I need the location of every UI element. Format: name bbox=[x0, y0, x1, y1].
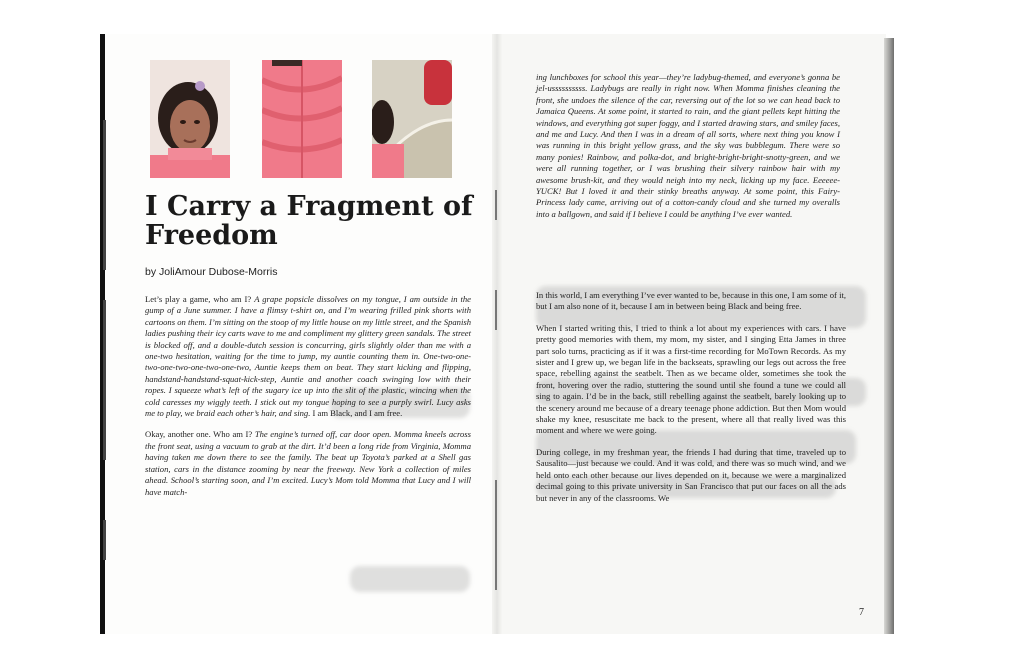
gutter-mark bbox=[495, 480, 497, 590]
paragraph bbox=[145, 294, 471, 419]
right-text-column bbox=[536, 290, 846, 514]
article-title: I Carry a Fragment of Freedom bbox=[145, 191, 473, 251]
paragraph-roman: I am Black, and I am free. bbox=[310, 408, 403, 419]
paragraph-italic: The engine’s turned off, car door open. Momma kneels across the front seat, using a vacuum to grab at the dirt. It’d been a long ride from Virginia, Momma having taken me down there to see the family. The beat up Toyota’s parked at a Shell gas station, cars in the distance zooming by near the freeway. New York a collection of miles ahead. School’s starting soon, and I’m excited. Lucy’s Mom told Momma that Lucy and I will have match- bbox=[145, 429, 471, 497]
book-gutter bbox=[492, 34, 502, 634]
paragraph-italic: A grape popsicle dissolves on my tongue, I am outside in the gump of a June summer. I have a flimsy t-shirt on, and I’m wearing frilled pink shorts with cartoons on them. I’m sitting on the stoop of my little house on my little street, and the Spanish ladies pushing their icy carts wave to me and compliment my glittery green sandals. The street is blocked off, and a double-dutch session is concurring, girls slightly older than me with a one-two hesitation, waiting for the time to jump, my auntie counting them in. One-two-one-two-one-two-one-two-one-two, Auntie keeps them on beat. They start kicking and flipping, handstand-handstand-squat-kick-step, Auntie and another coach swinging low with their ropes. I squeeze what’s left of the sugary ice up into the slit of the plastic, wincing when the cold caresses my wiggly teeth. I stick out my tongue hoping to see a purply swirl. Lucy asks me to play, we braid each other’s hair, and sing. bbox=[145, 294, 471, 419]
gutter-mark bbox=[495, 290, 497, 330]
paragraph bbox=[145, 429, 471, 497]
article-byline: by JoliAmour Dubose-Morris bbox=[145, 266, 278, 278]
photo-car-seat bbox=[372, 60, 452, 178]
scan-margin-mark bbox=[103, 300, 106, 460]
right-italic-column bbox=[536, 72, 840, 230]
paragraph: During college, in my freshman year, the friends I had during that time, traveled up to Sausalito—just because we could. And it was cold, and there was so much wind, and we held onto each other because our lives depended on it, because we were a marginalized decimal going to this private university in San Francisco that put our faces on all the ads but never in any of the classrooms. We bbox=[536, 446, 846, 503]
scan-smudge bbox=[350, 566, 470, 592]
left-text-column bbox=[145, 294, 471, 508]
paragraph-roman: Let’s play a game, who am I? bbox=[145, 294, 255, 304]
page-number: 7 bbox=[859, 607, 864, 618]
gutter-mark bbox=[495, 190, 497, 220]
paragraph: When I started writing this, I tried to think a lot about my experiences with cars. I have pretty good memories with them, my mom, my sister, and I singing Etta James in three part solo turns, practicing as if it was a first-time recording for MoTown Records. As my sister and I grew up, we began life in the backseats, sprawling our legs out across the free space, rebelling against the seatbelt. Then as we became older, sometimes she took the front, hovering over the radio, stuttering the sound until she found a tune we could all sing to again. I’d be in the back, still rebelling against the seatbelt, barely looking up to the scenery around me because of a dreary teenage phone addiction. But then Mom would shake my knee, resuscitate me back to the present, where all that really lived was this moment and where we were going. bbox=[536, 322, 846, 436]
photo-pink-jacket bbox=[262, 60, 342, 178]
scan-margin-mark bbox=[103, 520, 106, 560]
paragraph-roman: Okay, another one. Who am I? bbox=[145, 429, 255, 440]
paragraph: In this world, I am everything I’ve ever wanted to be, because in this one, I am some of it, but I am also none of it, because I am in between being Black and being free. bbox=[536, 290, 846, 312]
page-edge-shadow bbox=[884, 38, 894, 634]
scan-margin-mark bbox=[103, 120, 106, 270]
photo-child-portrait bbox=[150, 60, 230, 178]
paragraph-italic: ing lunchboxes for school this year—they’re ladybug-themed, and everyone’s gonna be jel-ussssssssss. Ladybugs are really in right now. When Momma finishes cleaning the front, she undoes the silence of the car, reversing out of the lot so we can head back to Jamaica Queens. At some point, it started to rain, and the giant pellets kept hitting the windows, and everything got super foggy, and I started drawing stars, and smiley faces, and me and Lucy. And then I was in a dream of all sorts, where next thing you know I was running in this bright yellow grass, and the sky was bubblegum. There were so many ponies! Rainbow, and polka-dot, and bright-bright-bright-snotty-green, and we were all running together, or I was brushing their silvery rainbow hair with my awesome brush-kit, and they would neigh into my neck, licking up my face. Eeeeee-YUCK! But I loved it and their stinky breaths anyway. At some point, this Fairy-Princess lady came, arriving out of a cotton-candy cloud and she turned my overalls into a ballgown, and said if I believe I could be anything I’ve ever wanted. bbox=[536, 72, 840, 219]
